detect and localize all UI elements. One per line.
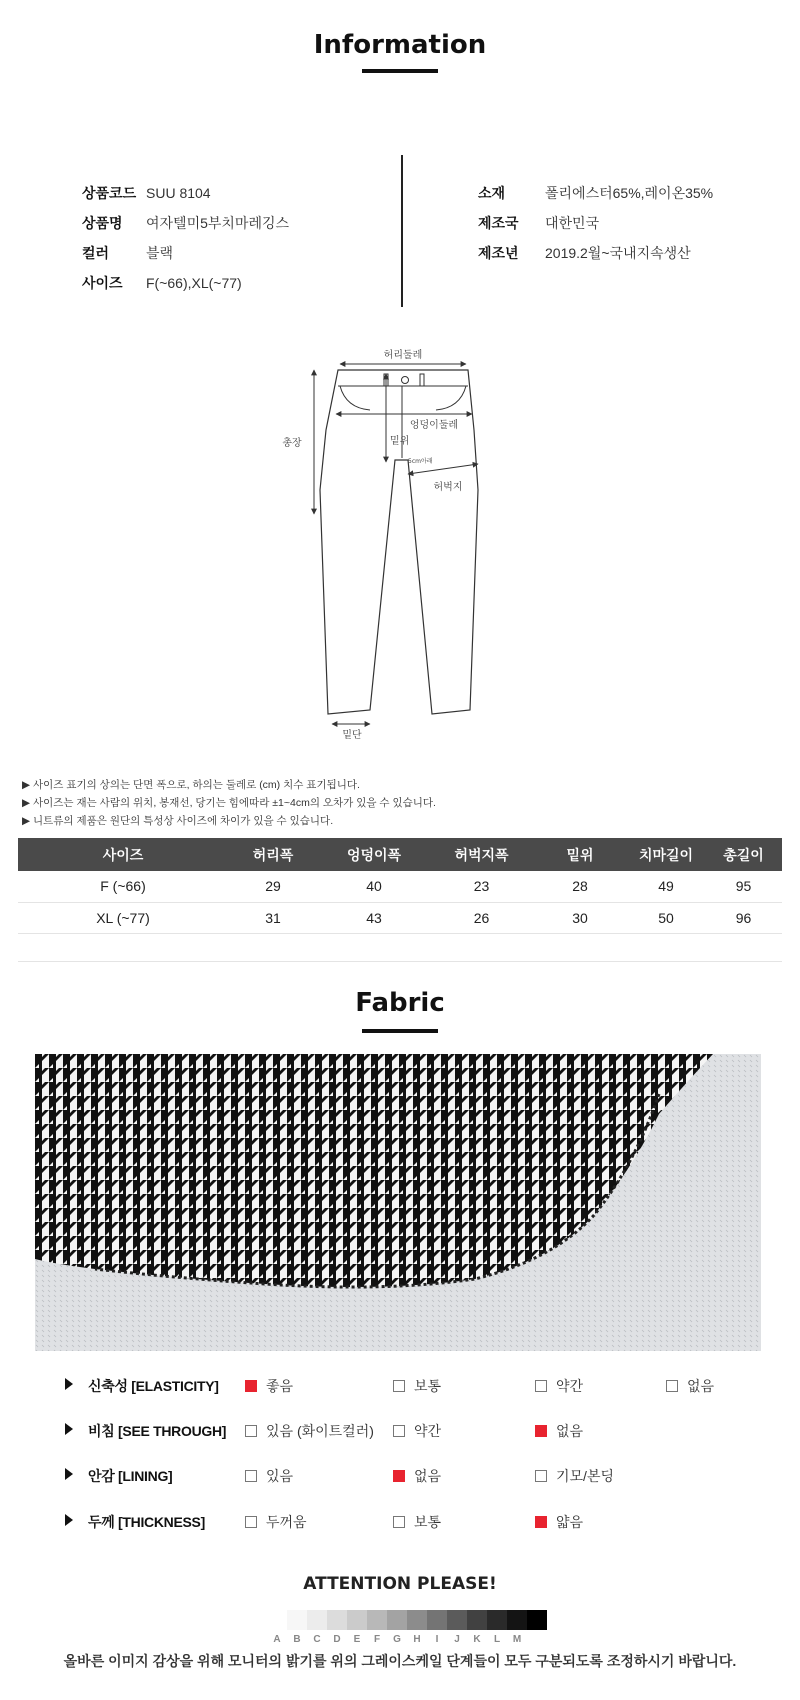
grayscale-cell [427,1610,447,1630]
property-row-lining [0,1460,800,1490]
table-header: 치마길이 [627,838,705,871]
option-label: 없음 [556,1423,584,1439]
checkbox [245,1470,257,1482]
info-value: F(~66),XL(~77) [146,275,242,291]
table-cell: 31 [228,902,318,933]
table-cell: XL (~77) [18,902,228,933]
grayscale-cell [447,1610,467,1630]
information-title-underline [362,69,438,73]
grayscale-cell [287,1610,307,1630]
info-value: 블랙 [146,245,174,261]
grayscale-cell [387,1610,407,1630]
table-header: 밑위 [533,838,627,871]
grayscale-letter: I [435,1634,439,1645]
checkbox [245,1516,257,1528]
size-table-header-row [18,838,782,871]
info-value: 여자텔미5부치마레깅스 [146,215,290,231]
note-item: ▶ 사이즈 표기의 상의는 단면 폭으로, 하의는 둘레로 (cm) 치수 표기됩니다. [22,779,360,791]
grayscale-letters [267,1634,527,1645]
info-right-column [478,178,713,268]
grayscale-letter: D [333,1634,341,1645]
info-key: 소재 [478,185,506,201]
option-yes-white [245,1421,374,1441]
info-row-color [82,238,289,268]
grayscale-letter: M [512,1634,522,1645]
note-item: ▶ 니트류의 제품은 원단의 특성상 사이즈에 차이가 있을 수 있습니다. [22,815,334,827]
table-header: 총길이 [705,838,782,871]
size-notes [22,776,436,830]
table-cell: 23 [430,871,533,902]
checkbox-selected [535,1516,547,1528]
info-key: 상품명 [82,215,123,231]
grayscale-cell [527,1610,547,1630]
property-label: 비침 [SEE THROUGH] [88,1423,227,1439]
option-label: 약간 [556,1378,584,1394]
info-value: SUU 8104 [146,185,211,201]
label-waist: 허리둘레 [383,350,423,361]
option-none [535,1421,583,1441]
checkbox-selected [245,1380,257,1392]
attention-title: ATTENTION PLEASE! [303,1574,497,1594]
play-arrow-icon [65,1378,73,1390]
play-arrow-icon [65,1514,73,1526]
label-total: 총장 [282,438,302,449]
grayscale-letter: G [393,1634,401,1645]
table-cell: 49 [627,871,705,902]
checkbox [535,1470,547,1482]
checkbox [393,1425,405,1437]
label-hip: 엉덩이둘레 [409,420,459,431]
label-hem: 밑단 [342,730,362,740]
checkbox [393,1380,405,1392]
option-label: 없음 [414,1468,442,1484]
option-thin [535,1512,583,1532]
option-label: 얇음 [556,1514,584,1530]
grayscale-letter: E [353,1634,361,1645]
option-label: 좋음 [266,1378,294,1394]
table-cell: 28 [533,871,627,902]
button-icon [402,377,409,384]
option-none [666,1376,714,1396]
property-row-see-through [0,1415,800,1445]
grayscale-cell [407,1610,427,1630]
grayscale-letter: A [273,1634,281,1645]
note-item: ▶ 사이즈는 재는 사람의 위치, 봉재선, 당기는 힘에따라 ±1~4cm의 오차가 있을 수 있습니다. [22,797,436,809]
monitor-brightness-notice: 올바른 이미지 감상을 위해 모니터의 밝기를 위의 그레이스케일 단계들이 모두 구분되도록 조정하시기 바랍니다. [63,1653,737,1669]
table-cell: 40 [318,871,430,902]
fabric-title-underline [362,1029,438,1033]
option-none [393,1466,441,1486]
option-label: 있음 [266,1468,294,1484]
info-key: 제조국 [478,215,519,231]
table-cell: 43 [318,902,430,933]
table-bottom-divider [18,961,782,962]
grayscale-cell [467,1610,487,1630]
fabric-title: Fabric [355,988,445,1018]
option-good [245,1376,293,1396]
table-cell: 30 [533,902,627,933]
info-row-material [478,178,713,208]
option-label: 있음 (화이트컬러) [266,1423,374,1439]
property-label: 신축성 [ELASTICITY] [88,1378,219,1394]
fabric-photo [35,1054,761,1351]
play-arrow-icon [65,1468,73,1480]
table-cell: 96 [705,902,782,933]
info-key: 사이즈 [82,275,123,291]
info-value: 2019.2월~국내지속생산 [545,245,691,261]
checkbox [666,1380,678,1392]
info-value: 폴리에스터65%,레이온35% [545,185,714,201]
table-row [18,871,782,902]
info-divider [401,155,403,307]
checkbox-selected [535,1425,547,1437]
info-row-country [478,208,713,238]
grayscale-cell [347,1610,367,1630]
play-arrow-icon [65,1423,73,1435]
property-row-elasticity [0,1370,800,1400]
checkbox [393,1516,405,1528]
option-label: 없음 [687,1378,715,1394]
table-row [18,902,782,933]
option-label: 보통 [414,1514,442,1530]
option-brushed [535,1466,614,1486]
table-cell: 29 [228,871,318,902]
pants-measurement-diagram [270,340,530,740]
grayscale-cell [507,1610,527,1630]
option-label: 약간 [414,1423,442,1439]
option-label: 보통 [414,1378,442,1394]
grayscale-letter: J [454,1634,460,1645]
information-title: Information [313,30,487,60]
table-header: 사이즈 [18,838,228,871]
grayscale-letter: K [473,1634,481,1645]
info-left-column [82,178,289,298]
label-thigh-note: 5cm아래 [408,458,433,465]
grayscale-bar [287,1610,547,1630]
grayscale-cell [307,1610,327,1630]
property-label: 안감 [LINING] [88,1468,173,1484]
grayscale-cell [327,1610,347,1630]
table-header: 허벅지폭 [430,838,533,871]
grayscale-cell [367,1610,387,1630]
table-cell: F (~66) [18,871,228,902]
info-key: 컬러 [82,245,110,261]
option-label: 두꺼움 [266,1514,307,1530]
grayscale-letter: L [493,1634,501,1645]
table-cell: 95 [705,871,782,902]
option-slight [393,1421,441,1441]
info-row-code [82,178,289,208]
grayscale-letter: C [313,1634,321,1645]
table-cell: 50 [627,902,705,933]
option-normal [393,1512,441,1532]
info-row-year [478,238,713,268]
label-thigh: 허벅지 [433,482,463,493]
option-slight [535,1376,583,1396]
checkbox [535,1380,547,1392]
info-row-name [82,208,289,238]
size-table [18,838,782,934]
info-key: 제조년 [478,245,519,261]
table-cell: 26 [430,902,533,933]
property-row-thickness [0,1506,800,1536]
option-label: 기모/본딩 [556,1468,614,1484]
checkbox-selected [393,1470,405,1482]
property-label: 두께 [THICKNESS] [88,1514,205,1530]
option-thick [245,1512,307,1532]
label-rise: 밑위 [390,436,410,447]
info-value: 대한민국 [545,215,600,231]
checkbox [245,1425,257,1437]
grayscale-letter: B [293,1634,301,1645]
option-normal [393,1376,441,1396]
table-header: 허리폭 [228,838,318,871]
table-header: 엉덩이폭 [318,838,430,871]
info-key: 상품코드 [82,185,137,201]
grayscale-letter: H [413,1634,421,1645]
option-yes [245,1466,293,1486]
grayscale-cell [487,1610,507,1630]
info-row-size [82,268,289,298]
grayscale-letter: F [373,1634,381,1645]
